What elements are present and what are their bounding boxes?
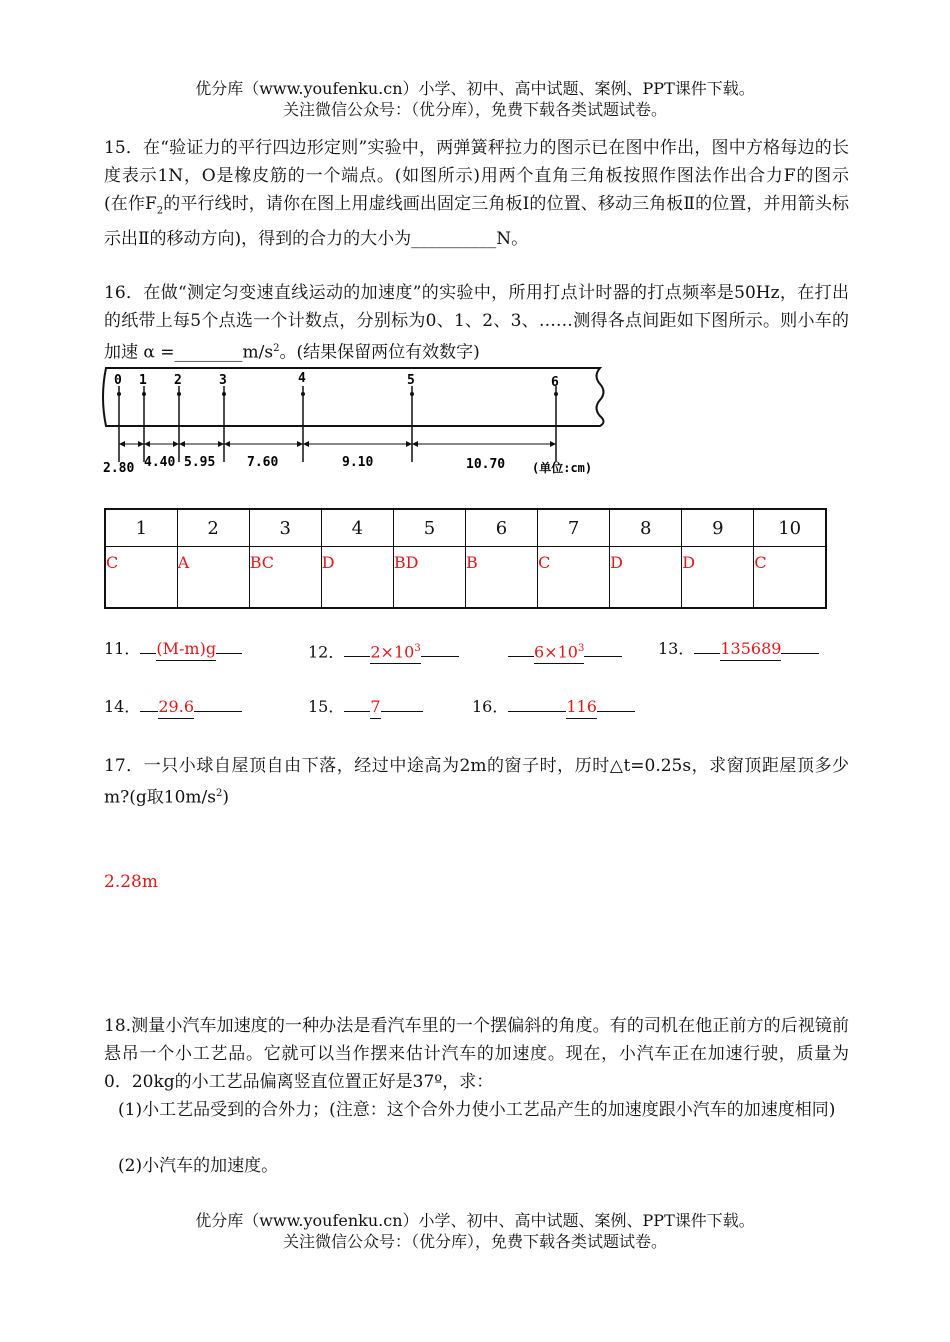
answer-15-label: 15． — [308, 697, 345, 716]
table-answer-cell: B — [465, 547, 537, 609]
question-16 — [104, 279, 849, 367]
q15-text-2: 的平行线时，请你在图上用虚线画出固定三角板Ⅰ的位置、移动三角板Ⅱ的位置，并用箭头标示出Ⅱ的移动方向)，得到的合力的大小为 — [104, 194, 849, 250]
answer-12-value-1 — [370, 638, 420, 664]
answer-table-answer-row — [105, 547, 826, 609]
tape-distance-3: 5.95 — [184, 455, 216, 470]
question-18: 18.测量小汽车加速度的一种办法是看汽车里的一个摆偏斜的角度。有的司机在他正前方的后视镜前悬吊一个小工艺品。它就可以当作摆来估计汽车的加速度。现在，小汽车正在加速行驶，质量为 0．20kg的小工艺品偏离竖直位置正好是37º，求： — [104, 1016, 849, 1092]
question-15 — [104, 134, 866, 253]
table-answer-cell: C — [538, 547, 610, 609]
q16-unit-sup: 2 — [273, 343, 280, 354]
answer-12-label: 12． — [308, 642, 345, 662]
answer-12-value-2 — [534, 638, 584, 664]
table-number-cell: 7 — [538, 509, 610, 547]
answer-12-value-1-text: 2×10 — [370, 642, 415, 662]
answer-13-label: 13． — [658, 639, 695, 658]
footer-line-1: 优分库（www.youfenku.cn）小学、初中、高中试题、案例、PPT课件下载。 — [195, 1211, 755, 1230]
q15-subscript: 2 — [156, 205, 164, 217]
table-number-cell: 2 — [177, 509, 249, 547]
answer-13 — [658, 638, 819, 661]
table-number-cell: 9 — [682, 509, 754, 547]
answer-table — [104, 508, 827, 609]
answer-15 — [308, 696, 423, 719]
question-18-part-2: (2)小汽车的加速度。 — [118, 1156, 279, 1176]
q16-text-1: 16．在做“测定匀变速直线运动的加速度”的实验中，所用打点计时器的打点频率是50Hz，在打出的纸带上每5个点选一个计数点，分别标为0、1、2、3、……测得各点间距如下图所示。则小车的加速 α = — [104, 283, 849, 363]
q15-blank: __________ — [411, 229, 497, 250]
tape-points — [114, 371, 559, 462]
tape-distance-6: 10.70 — [466, 457, 506, 472]
table-number-cell: 8 — [610, 509, 682, 547]
table-number-cell: 3 — [249, 509, 321, 547]
question-18-part-1: (1)小工艺品受到的合外力；(注意：这个合外力使小工艺品产生的加速度跟小汽车的加速度相同) — [118, 1100, 836, 1120]
answer-16-value: 116 — [566, 696, 597, 719]
table-answer-cell: A — [177, 547, 249, 609]
table-number-cell: 10 — [754, 509, 826, 547]
answer-11-label: 11． — [104, 639, 141, 658]
tape-label-0: 0 — [114, 373, 122, 388]
tape-label-4: 4 — [298, 371, 306, 386]
tape-distance-5: 9.10 — [342, 455, 374, 470]
question-17 — [104, 752, 849, 812]
table-answer-cell: BC — [249, 547, 321, 609]
ticker-tape-figure — [100, 362, 620, 482]
q17-text: 17．一只小球自屋顶自由下落，经过中途高为2m的窗子时，历时△t=0.25s，求窗顶距屋顶多少m?(g取10m/s — [104, 756, 849, 808]
answer-12b — [508, 638, 622, 664]
answer-12 — [308, 638, 459, 664]
answer-table-header-row — [105, 509, 826, 547]
answer-13-value: 135689 — [720, 638, 781, 661]
answer-15-value: 7 — [370, 696, 380, 719]
table-answer-cell: D — [321, 547, 393, 609]
tape-distance-2: 4.40 — [144, 455, 176, 470]
footer-line-2: 关注微信公众号：（优分库），免费下载各类试题试卷。 — [282, 1232, 667, 1251]
table-answer-cell: D — [610, 547, 682, 609]
tape-distance-1: 2.80 — [103, 461, 135, 476]
q17-sup: 2 — [215, 788, 223, 799]
q16-text-2: 。(结果保留两位有效数字) — [279, 342, 480, 363]
table-answer-cell: D — [682, 547, 754, 609]
tape-label-3: 3 — [219, 373, 227, 388]
tape-label-2: 2 — [174, 373, 182, 388]
table-answer-cell: C — [754, 547, 826, 609]
table-number-cell: 4 — [321, 509, 393, 547]
answer-14-value: 29.6 — [158, 696, 194, 719]
table-number-cell: 6 — [465, 509, 537, 547]
header-line-1: 优分库（www.youfenku.cn）小学、初中、高中试题、案例、PPT课件下载。 — [195, 79, 755, 98]
answer-11-value: (M-m)g — [156, 638, 216, 661]
q16-blank: ________ — [174, 342, 243, 363]
header-line-2: 关注微信公众号：（优分库），免费下载各类试题试卷。 — [282, 100, 667, 119]
table-answer-cell: C — [105, 547, 177, 609]
answer-16 — [472, 696, 635, 719]
tape-distance-4: 7.60 — [247, 455, 279, 470]
tape-label-6: 6 — [551, 375, 559, 390]
answer-16-label: 16． — [472, 697, 509, 716]
answer-14-label: 14． — [104, 697, 141, 716]
table-number-cell: 5 — [393, 509, 465, 547]
tape-label-1: 1 — [139, 373, 147, 388]
answer-11 — [104, 638, 242, 661]
tape-label-5: 5 — [407, 373, 415, 388]
answer-12-value-1-sup: 3 — [414, 643, 421, 654]
answer-14 — [104, 696, 242, 719]
q17-answer: 2.28m — [104, 872, 158, 892]
answer-12-value-2-text: 6×10 — [534, 642, 578, 662]
table-answer-cell: BD — [393, 547, 465, 609]
table-number-cell: 1 — [105, 509, 177, 547]
answer-12-value-2-sup: 3 — [577, 643, 585, 654]
q15-unit: N。 — [496, 229, 529, 250]
q17-tail: ) — [222, 787, 229, 808]
q15-text-1: 15．在“验证力的平行四边形定则”实验中，两弹簧秤拉力的图示已在图中作出，图中方格每边的长度表示1N，O是橡皮筋的一个端点。(如图所示)用两个直角三角板按照作图法作出合力F的图示 (在作F — [104, 138, 866, 214]
q16-unit: m/s — [242, 342, 274, 363]
tape-unit-label: (单位:cm) — [532, 461, 593, 475]
